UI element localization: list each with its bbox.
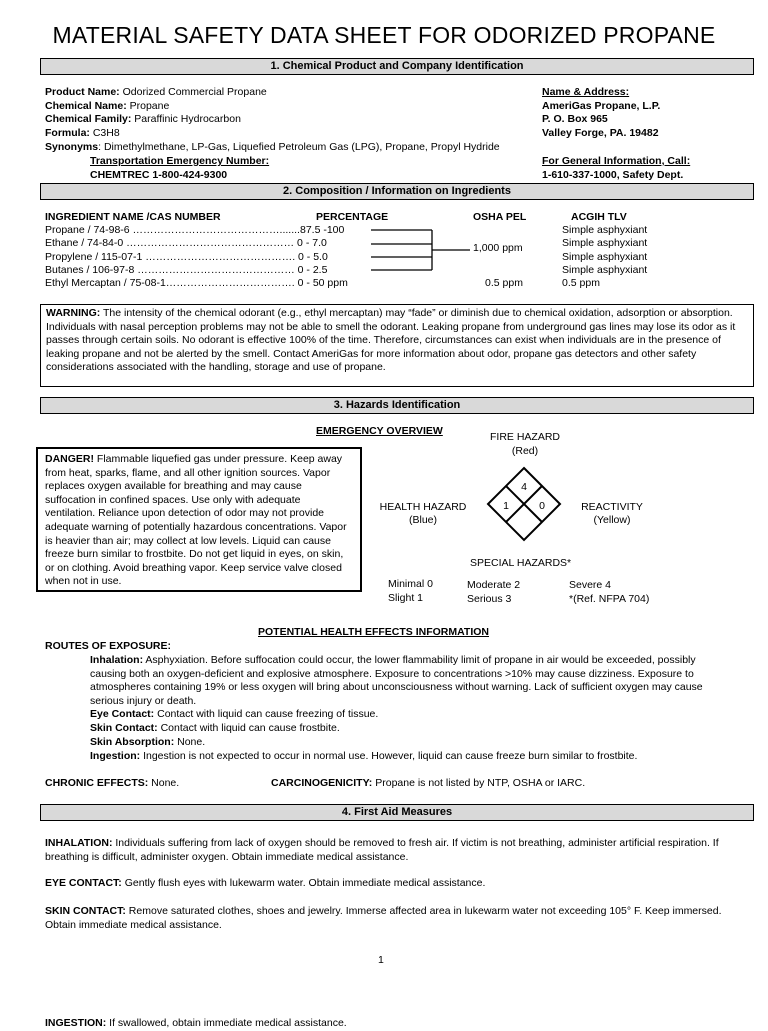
health-hazard-label: HEALTH HAZARD (379, 501, 467, 513)
nfpa-health-value: 1 (503, 500, 509, 512)
routes-of-exposure-label: ROUTES OF EXPOSURE: (45, 640, 172, 652)
tlv-cell: Simple asphyxiant (562, 224, 648, 236)
pel-mercaptan: 0.5 ppm (485, 277, 523, 289)
ingredient-row: Propane / 74-98-6 …………………………………….......87.5 -100 (45, 224, 345, 236)
special-hazards-label: SPECIAL HAZARDS* (470, 557, 572, 569)
section-2-header: 2. Composition / Information on Ingredients (40, 183, 754, 200)
chemtrec-number: CHEMTREC 1-800-424-9300 (90, 169, 228, 181)
section-4-header: 4. First Aid Measures (40, 804, 754, 821)
section-1-header: 1. Chemical Product and Company Identification (40, 58, 754, 75)
scale-slight: Slight 1 (388, 592, 424, 604)
pel-1000-ppm: 1,000 ppm (473, 242, 523, 254)
nfpa-fire-value: 4 (521, 481, 527, 493)
document-title: MATERIAL SAFETY DATA SHEET FOR ODORIZED PROPANE (52, 22, 716, 48)
ingredient-row: Butanes / 106-97-8 ……………………………………… 0 - 2.5 (45, 264, 328, 276)
col-percentage: PERCENTAGE (316, 211, 389, 223)
first-aid-ingestion: INGESTION: If swallowed, obtain immediate medical assistance. (45, 1017, 347, 1029)
danger-box: DANGER! Flammable liquefied gas under pressure. Keep away from heat, sparks, flame, and all other ignition sources. Vapor replaces oxygen available for breathing and may cause suffocation in confined spaces. Use only with adequate ventilation. Reliance upon detection of odor may not provide adequate warning of potentially hazardous concentrations. Vapor is heavier than air; may collect at low levels. Liquid can cause freeze burn similar to frostbite. Do not get liquid in eyes, on skin, or on clothing. Avoid breathing vapor. Keep service valve closed when not in use. (36, 447, 362, 592)
reactivity-label: REACTIVITY (581, 501, 643, 513)
health-effects-title: POTENTIAL HEALTH EFFECTS INFORMATION (258, 626, 489, 638)
tlv-cell: Simple asphyxiant (562, 237, 648, 249)
pel-bracket (0, 0, 768, 300)
chemical-name: Chemical Name: Propane (45, 100, 170, 112)
first-aid-inhalation: INHALATION: Individuals suffering from lack of oxygen should be removed to fresh air. If victim is not breathing, administer artificial respiration. If breathing is difficult, administer oxygen. Obtain immediate medical assistance. (45, 837, 719, 863)
tlv-cell: 0.5 ppm (562, 277, 600, 289)
skin-absorption-effects: Skin Absorption: None. (90, 736, 206, 748)
fire-hazard-color: (Red) (511, 445, 539, 457)
synonyms: Synonyms: Dimethylmethane, LP-Gas, Liquefied Petroleum Gas (LPG), Propane, Propyl Hydride (45, 141, 500, 153)
nfpa-reactivity-value: 0 (539, 500, 545, 512)
scale-serious: Serious 3 (467, 593, 512, 605)
ingredient-row: Ethane / 74-84-0 ………………………………………… 0 - 7.0 (45, 237, 327, 249)
formula: Formula: C3H8 (45, 127, 120, 139)
col-ingredient: INGREDIENT NAME /CAS NUMBER (45, 211, 221, 223)
col-acgih-tlv: ACGIH TLV (571, 211, 627, 223)
carcinogenicity: CARCINOGENICITY: Propane is not listed by NTP, OSHA or IARC. (271, 777, 586, 789)
transport-emergency-label: Transportation Emergency Number: (90, 155, 270, 167)
first-aid-skin-contact: SKIN CONTACT: Remove saturated clothes, shoes and jewelry. Immerse affected area in lukewarm water not exceeding 105° F. Keep immersed. Obtain immediate medical assistance. (45, 905, 722, 931)
section-3-header: 3. Hazards Identification (40, 397, 754, 414)
tlv-cell: Simple asphyxiant (562, 264, 648, 276)
fire-hazard-label: FIRE HAZARD (489, 431, 560, 443)
tlv-cell: Simple asphyxiant (562, 251, 648, 263)
general-info-label: For General Information, Call: (542, 155, 691, 167)
general-info-phone: 1-610-337-1000, Safety Dept. (542, 169, 684, 181)
chronic-effects: CHRONIC EFFECTS: None. (45, 777, 180, 789)
name-address-label: Name & Address: (542, 86, 630, 98)
inhalation-effects: Inhalation: Asphyxiation. Before suffocation could occur, the lower flammability limit of propane in air would be exceeded, possibly causing both an oxygen-deficient and explosive atmosphere. Exposure to concentrations >10% may cause dizziness. Exposure to atmospheres containing 19% or less oxygen will bring about unconsciousness without warning. Lack of sufficient oxygen may cause serious injury or death. (90, 654, 703, 707)
nfpa-reference: *(Ref. NFPA 704) (569, 593, 650, 605)
emergency-overview-title: EMERGENCY OVERVIEW (316, 425, 443, 437)
first-aid-eye-contact: EYE CONTACT: Gently flush eyes with lukewarm water. Obtain immediate medical assistance. (45, 877, 486, 889)
company-city: Valley Forge, PA. 19482 (542, 127, 659, 139)
scale-minimal: Minimal 0 (388, 578, 433, 590)
company-name: AmeriGas Propane, L.P. (542, 100, 661, 112)
company-po-box: P. O. Box 965 (542, 113, 608, 125)
ingredient-row: Ethyl Mercaptan / 75-08-1………………………………. 0 - 50 ppm (45, 277, 348, 289)
reactivity-color: (Yellow) (593, 514, 631, 526)
odor-warning-box: WARNING: The intensity of the chemical odorant (e.g., ethyl mercaptan) may “fade” or diminish due to chemical oxidation, adsorption or absorption. Individuals with nasal perception problems may not be able to smell the odorant. Leaking propane from underground gas lines may lose its odor as it passes through certain soils. No odorant is effective 100% of the time. Therefore, circumstances can exist when individuals are in the presence of leaking propane and not be alerted by the smell. Contact AmeriGas for more information about odor, propane gas detectors and other safety considerations associated with the handling, storage and use of propane. (40, 304, 754, 387)
skin-contact-effects: Skin Contact: Contact with liquid can cause frostbite. (90, 722, 340, 734)
col-osha-pel: OSHA PEL (473, 211, 527, 223)
page-number: 1 (378, 954, 384, 966)
health-hazard-color: (Blue) (408, 514, 437, 526)
scale-severe: Severe 4 (569, 579, 612, 591)
scale-moderate: Moderate 2 (467, 579, 521, 591)
product-name: Product Name: Odorized Commercial Propane (45, 86, 267, 98)
ingestion-effects: Ingestion: Ingestion is not expected to occur in normal use. However, liquid can cause freeze burn similar to frostbite. (90, 750, 638, 762)
chemical-family: Chemical Family: Paraffinic Hydrocarbon (45, 113, 241, 125)
eye-contact-effects: Eye Contact: Contact with liquid can cause freezing of tissue. (90, 708, 379, 720)
ingredient-row: Propylene / 115-07-1 ……………………………………. 0 - 5.0 (45, 251, 328, 263)
